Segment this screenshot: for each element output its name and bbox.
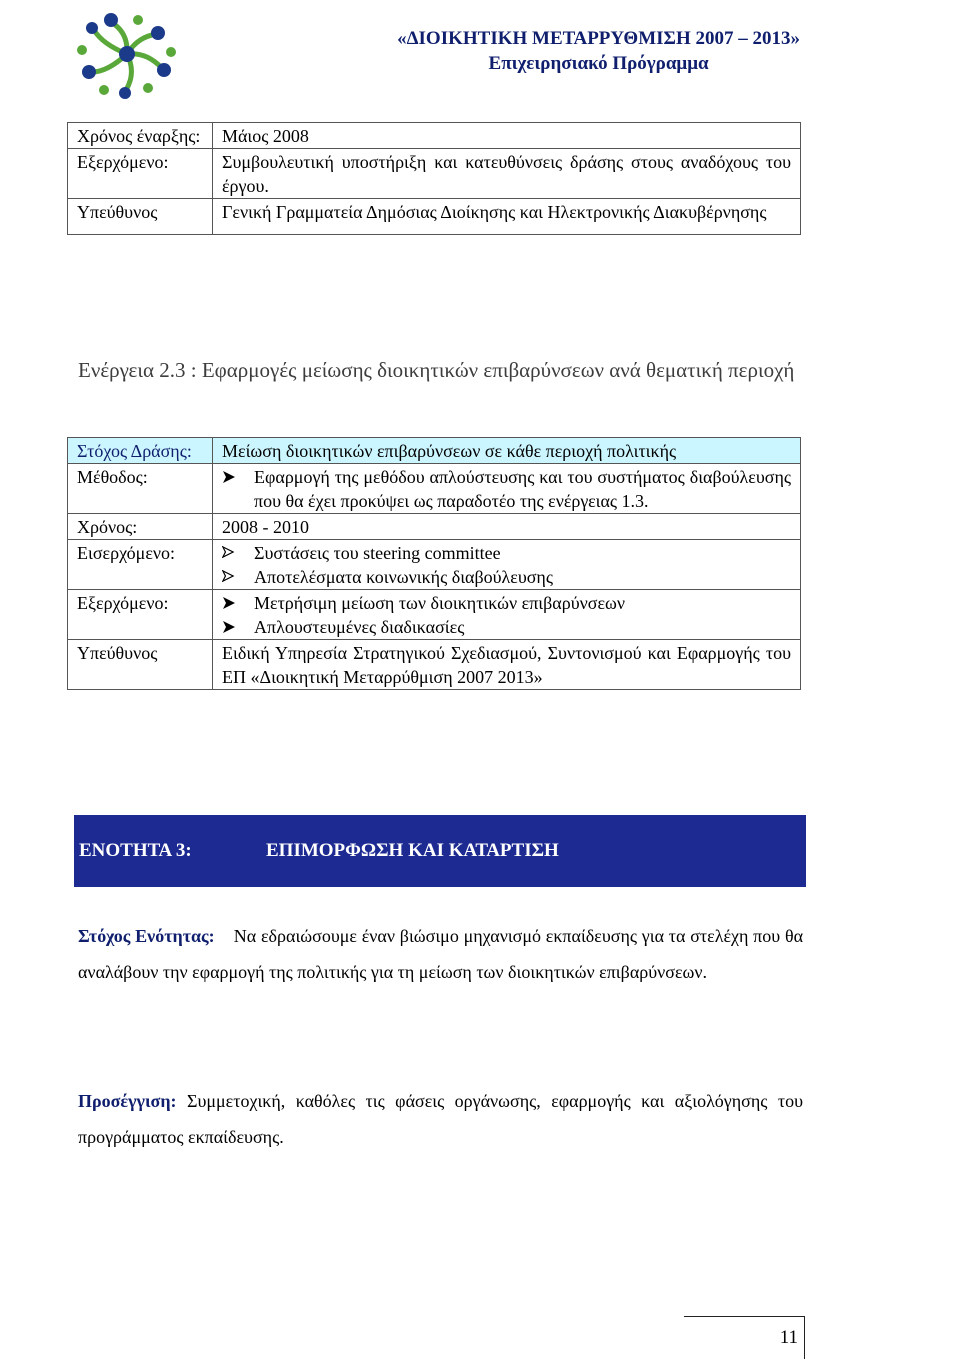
section-number: ΕΝΟΤΗΤΑ 3: — [79, 840, 192, 861]
responsible-label: Υπεύθυνος — [68, 199, 213, 235]
time-value: 2008 - 2010 — [213, 514, 801, 540]
method-item: Εφαρμογή της μεθόδου απλούστευσης και του συστήματος διαβούλευσης που θα έχει προκύψει ως παραδοτέο της ενέργειας 1.3. — [254, 467, 791, 511]
table-row — [68, 438, 801, 464]
start-value: Μάιος 2008 — [213, 123, 801, 149]
section-title: Ενέργεια 2.3 : Εφαρμογές μείωσης διοικητικών επιβαρύνσεων ανά θεματική περιοχή — [78, 358, 795, 382]
table-row — [68, 514, 801, 540]
output-value: Συμβουλευτική υποστήριξη και κατευθύνσεις δράσης στους αναδόχους του έργου. — [213, 149, 801, 199]
list-item — [222, 465, 791, 513]
activity-table — [67, 437, 801, 690]
list-item — [222, 541, 791, 565]
table-row — [68, 540, 801, 590]
output-cell — [213, 590, 801, 640]
table-row — [68, 123, 801, 149]
responsible-label: Υπεύθυνος — [68, 640, 213, 690]
goal-paragraph-text: Να εδραιώσουμε έναν βιώσιμο μηχανισμό εκπαίδευσης για τα στελέχη που θα αναλάβουν την εφαρμογή της πολιτικής για τη μείωση των διοικητικών επιβαρύνσεων. — [78, 926, 804, 982]
input-label: Εισερχόμενο: — [68, 540, 213, 590]
table-row — [68, 149, 801, 199]
goal-paragraph-label: Στόχος Ενότητας: — [78, 926, 215, 946]
responsible-value: Γενική Γραμματεία Δημόσιας Διοίκησης και Ηλεκτρονικής Διακυβέρνησης — [213, 199, 801, 235]
approach-paragraph-text: Συμμετοχική, καθόλες τις φάσεις οργάνωσης, εφαρμογής και αξιολόγησης του προγράμματος εκπαίδευσης. — [78, 1091, 803, 1147]
list-item — [222, 615, 791, 639]
table-row — [68, 590, 801, 640]
section-banner-title: ΕΠΙΜΟΡΦΩΣΗ ΚΑΙ ΚΑΤΑΡΤΙΣΗ — [266, 840, 559, 861]
list-item — [222, 565, 791, 589]
arrowhead-bullet-icon — [222, 465, 236, 484]
output-item: Μετρήσιμη μείωση των διοικητικών επιβαρύνσεων — [254, 593, 626, 613]
table-row — [68, 199, 801, 235]
approach-paragraph-label: Προσέγγιση: — [78, 1091, 177, 1111]
list-item — [222, 591, 791, 615]
arrowhead-bullet-icon — [222, 591, 236, 610]
goal-paragraph — [78, 918, 803, 990]
page-number-box — [684, 1316, 805, 1359]
approach-paragraph — [78, 1083, 803, 1155]
table-row — [68, 640, 801, 690]
header-title: «ΔΙΟΙΚΗΤΙΚΗ ΜΕΤΑΡΡΥΘΜΙΣΗ 2007 – 2013» — [397, 28, 800, 49]
flower-logo-icon — [76, 8, 178, 100]
arrowhead-bullet-icon — [222, 565, 234, 582]
goal-value: Μείωση διοικητικών επιβαρύνσεων σε κάθε περιοχή πολιτικής — [213, 438, 801, 464]
method-cell — [213, 464, 801, 514]
input-cell — [213, 540, 801, 590]
input-item: Αποτελέσματα κοινωνικής διαβούλευσης — [254, 567, 553, 587]
header-subtitle: Επιχειρησιακό Πρόγραμμα — [488, 53, 709, 74]
start-label: Χρόνος έναρξης: — [68, 123, 213, 149]
ministry-logo — [76, 8, 178, 100]
section-banner — [74, 815, 806, 887]
document-header — [397, 26, 800, 76]
output-label: Εξερχόμενο: — [68, 149, 213, 199]
activity-table-previous — [67, 122, 801, 235]
input-item: Συστάσεις του steering committee — [254, 543, 501, 563]
output-label: Εξερχόμενο: — [68, 590, 213, 640]
page-number: 11 — [779, 1327, 798, 1348]
arrowhead-bullet-icon — [222, 541, 234, 558]
output-item: Απλουστευμένες διαδικασίες — [254, 617, 465, 637]
method-label: Μέθοδος: — [68, 464, 213, 514]
responsible-value: Ειδική Υπηρεσία Στρατηγικού Σχεδιασμού, Συντονισμού και Εφαρμογής του ΕΠ «Διοικητική Μεταρρύθμιση 2007 2013» — [213, 640, 801, 690]
arrowhead-bullet-icon — [222, 615, 236, 634]
table-row — [68, 464, 801, 514]
goal-label: Στόχος Δράσης: — [68, 438, 213, 464]
time-label: Χρόνος: — [68, 514, 213, 540]
